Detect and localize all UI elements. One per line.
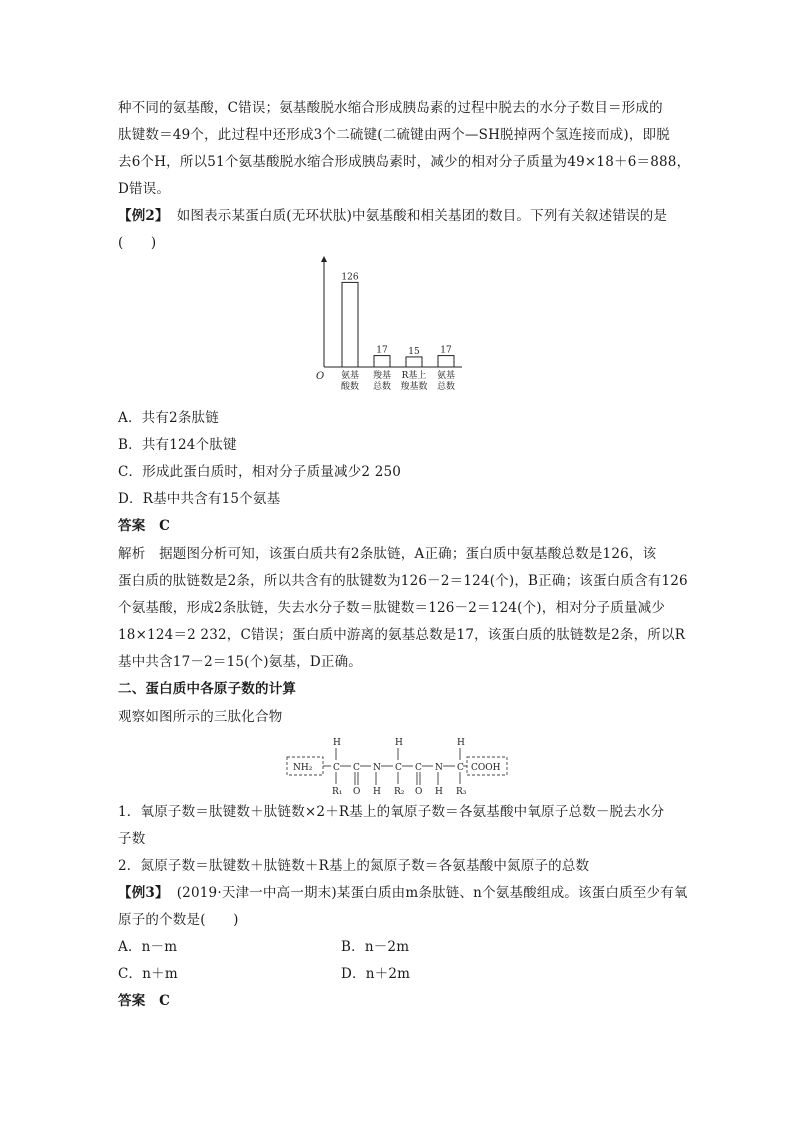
- bar-chart: [310, 255, 470, 403]
- question-text: 如图表示某蛋白质(无环状肽)中氨基酸和相关基团的数目。下列有关叙述错误的是: [176, 208, 668, 224]
- c-atom: C: [457, 763, 464, 773]
- c-atom: C: [353, 763, 360, 773]
- option-a: A．共有2条肽链: [118, 410, 219, 426]
- category-label: 氨基: [436, 371, 456, 381]
- cooh-label: COOH: [471, 763, 501, 773]
- example-tag: 【例3】: [118, 885, 169, 901]
- category-label: 酸数: [340, 382, 360, 392]
- tripeptide-formula: [285, 733, 513, 797]
- section-intro: 观察如图所示的三肽化合物: [118, 709, 283, 725]
- rule-nitrogen: 2．氮原子数＝肽键数＋肽链数＋R基上的氮原子数＝各氨基酸中氮原子的总数: [118, 858, 590, 874]
- example-tag: 【例2】: [118, 208, 169, 224]
- n-atom: N: [373, 763, 381, 773]
- c-atom: C: [395, 763, 402, 773]
- bar: [438, 356, 454, 367]
- question-text-cont: 原子的个数是( ): [118, 912, 239, 928]
- o-atom: O: [353, 787, 361, 797]
- r1-label: R₁: [332, 787, 343, 797]
- bars-group: [341, 272, 455, 392]
- question-bracket: ( ): [118, 235, 157, 251]
- category-label: 总数: [372, 382, 392, 392]
- example-3-question: [118, 883, 688, 903]
- bar-value-label: 17: [376, 345, 388, 356]
- c-atom: C: [415, 763, 422, 773]
- answer: 答案 C: [118, 993, 171, 1009]
- category-label: 羧基: [372, 371, 392, 381]
- question-text: (2019·天津一中高一期末)某蛋白质由m条肽链、n个氨基酸组成。该蛋白质至少有氧: [176, 885, 688, 901]
- section-heading: 二、蛋白质中各原子数的计算: [118, 681, 297, 697]
- option-a: A．n－m: [118, 939, 178, 955]
- category-label: 羧基数: [400, 382, 428, 392]
- nh2-label: NH₂: [293, 763, 313, 773]
- n-atom: N: [435, 763, 443, 773]
- text-line: 种不同的氨基酸，C错误；氨基酸脱水缩合形成胰岛素的过程中脱去的水分子数目＝形成的: [118, 100, 663, 116]
- answer: 答案 C: [118, 518, 171, 534]
- bar-value-label: 126: [341, 272, 359, 283]
- rule-oxygen-cont: 子数: [118, 831, 146, 847]
- bar: [406, 357, 422, 367]
- origin-label: O: [316, 371, 325, 382]
- text-line: 肽键数＝49个，此过程中还形成3个二硫键(二硫键由两个—SH脱掉两个氢连接而成)，即脱: [118, 127, 670, 143]
- c-atom: C: [333, 763, 340, 773]
- option-c: C．n＋m: [118, 966, 178, 982]
- category-label: 总数: [436, 382, 456, 392]
- r2-label: R₂: [394, 787, 405, 797]
- r3-label: R₃: [456, 787, 467, 797]
- o-atom: O: [415, 787, 423, 797]
- text-line: 去6个H，所以51个氨基酸脱水缩合形成胰岛素时，减少的相对分子质量为49×18＋6＝888，: [118, 154, 691, 170]
- bar-value-label: 17: [440, 345, 452, 356]
- category-label: 氨基: [340, 371, 360, 381]
- h-atom: H: [457, 738, 465, 748]
- option-d: D．n＋2m: [341, 966, 411, 982]
- analysis-line: 个氨基酸，形成2条肽链，失去水分子数＝肽键数＝126－2＝124(个)，相对分子质量减少: [118, 600, 666, 616]
- rule-oxygen: 1．氧原子数＝肽键数＋肽链数×2＋R基上的氧原子数＝各氨基酸中氧原子总数－脱去水分: [118, 804, 665, 820]
- option-c: C．形成此蛋白质时，相对分子质量减少2 250: [118, 464, 402, 480]
- category-label: R基上: [401, 371, 427, 381]
- h-atom: H: [435, 787, 443, 797]
- bar: [374, 356, 390, 367]
- bar-value-label: 15: [408, 346, 420, 357]
- bar: [342, 282, 358, 367]
- analysis-line: 基中共含17－2＝15(个)氨基，D正确。: [118, 654, 363, 670]
- option-b: B．n－2m: [341, 939, 410, 955]
- option-d: D．R基中共含有15个氨基: [118, 491, 281, 507]
- option-b: B．共有124个肽键: [118, 437, 237, 453]
- h-atom: H: [395, 738, 403, 748]
- analysis-line: 解析 据题图分析可知，该蛋白质共有2条肽链，A正确；蛋白质中氨基酸总数是126，该: [118, 546, 657, 562]
- h-atom: H: [373, 787, 381, 797]
- example-2-question: [118, 206, 667, 226]
- h-atom: H: [333, 738, 341, 748]
- analysis-line: 18×124＝2 232，C错误；蛋白质中游离的氨基总数是17，该蛋白质的肽链数是2条，所以R: [118, 627, 686, 643]
- text-line: D错误。: [118, 181, 171, 197]
- analysis-line: 蛋白质的肽链数是2条，所以共含有的肽键数为126－2＝124(个)，B正确；该蛋白质含有126: [118, 573, 688, 589]
